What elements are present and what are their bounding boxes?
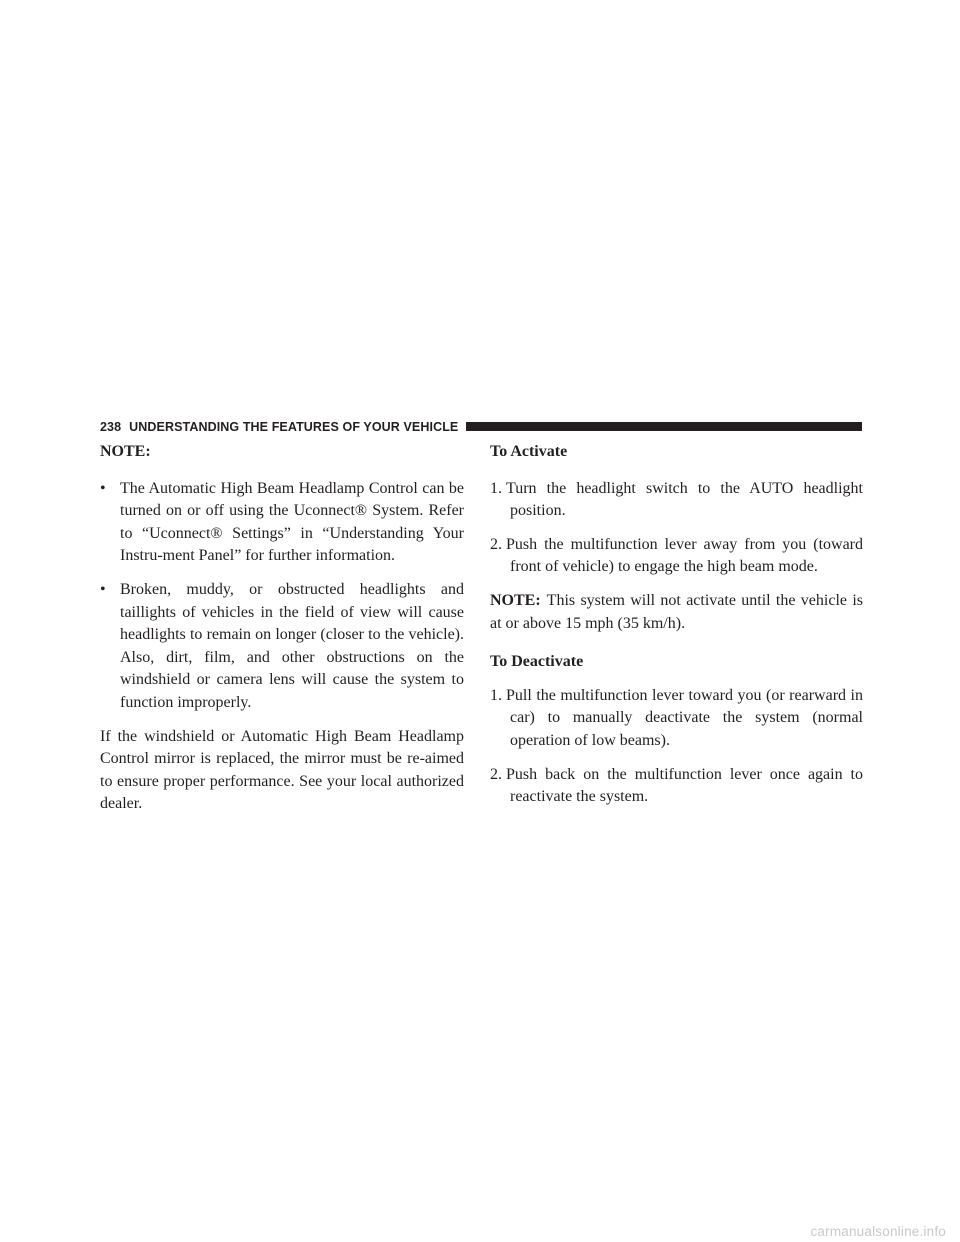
watermark: carmanualsonline.info: [810, 1224, 946, 1239]
page-header: [100, 419, 862, 437]
step-number: 2.: [490, 765, 502, 783]
page-number: 238: [100, 420, 122, 434]
activate-steps: [490, 478, 863, 579]
step-text: Push back on the multifunction lever once again to reactivate the system.: [506, 765, 863, 806]
list-item: [490, 478, 863, 523]
deactivate-heading: To Deactivate: [490, 653, 584, 671]
deactivate-steps: [490, 685, 863, 809]
step-text: Push the multifunction lever away from you (toward front of vehicle) to engage the high beam mode.: [506, 535, 863, 576]
list-item: [100, 579, 464, 715]
left-column: [100, 437, 464, 816]
list-item: [490, 685, 863, 753]
list-item: [490, 534, 863, 579]
bullet-icon: •: [100, 479, 106, 497]
list-item: [490, 764, 863, 809]
list-item: [100, 478, 464, 568]
note-paragraph: [490, 590, 863, 635]
bullet-text: Broken, muddy, or obstructed headlights and taillights of vehicles in the field of view will cause headlights to remain on longer (closer to the vehicle). Also, dirt, film, and other obstructions on the windshield or camera lens will cause the system to function improperly.: [120, 580, 464, 711]
right-column: [490, 437, 863, 809]
step-number: 1.: [490, 479, 502, 497]
activate-heading: To Activate: [490, 443, 568, 460]
bullet-text: The Automatic High Beam Headlamp Control can be turned on or off using the Uconnect® System. Refer to “Uconnect® Settings” in “Understanding Your Instru-ment Panel” for further information.: [120, 479, 464, 565]
step-text: Pull the multifunction lever toward you (or rearward in car) to manually deactivate the system (normal operation of low beams).: [506, 686, 863, 749]
note-label: NOTE:: [490, 591, 541, 609]
step-number: 2.: [490, 535, 502, 553]
section-title: UNDERSTANDING THE FEATURES OF YOUR VEHICLE: [129, 420, 459, 434]
bullet-icon: •: [100, 580, 106, 598]
header-text: [100, 419, 466, 435]
body-paragraph: If the windshield or Automatic High Beam Headlamp Control mirror is replaced, the mirror must be re-aimed to ensure proper performance. See your local authorized dealer.: [100, 727, 464, 813]
note-heading: NOTE:: [100, 443, 151, 460]
note-text: This system will not activate until the vehicle is at or above 15 mph (35 km/h).: [490, 591, 863, 632]
step-text: Turn the headlight switch to the AUTO headlight position.: [506, 479, 863, 520]
note-bullet-list: [100, 478, 464, 715]
step-number: 1.: [490, 686, 502, 704]
